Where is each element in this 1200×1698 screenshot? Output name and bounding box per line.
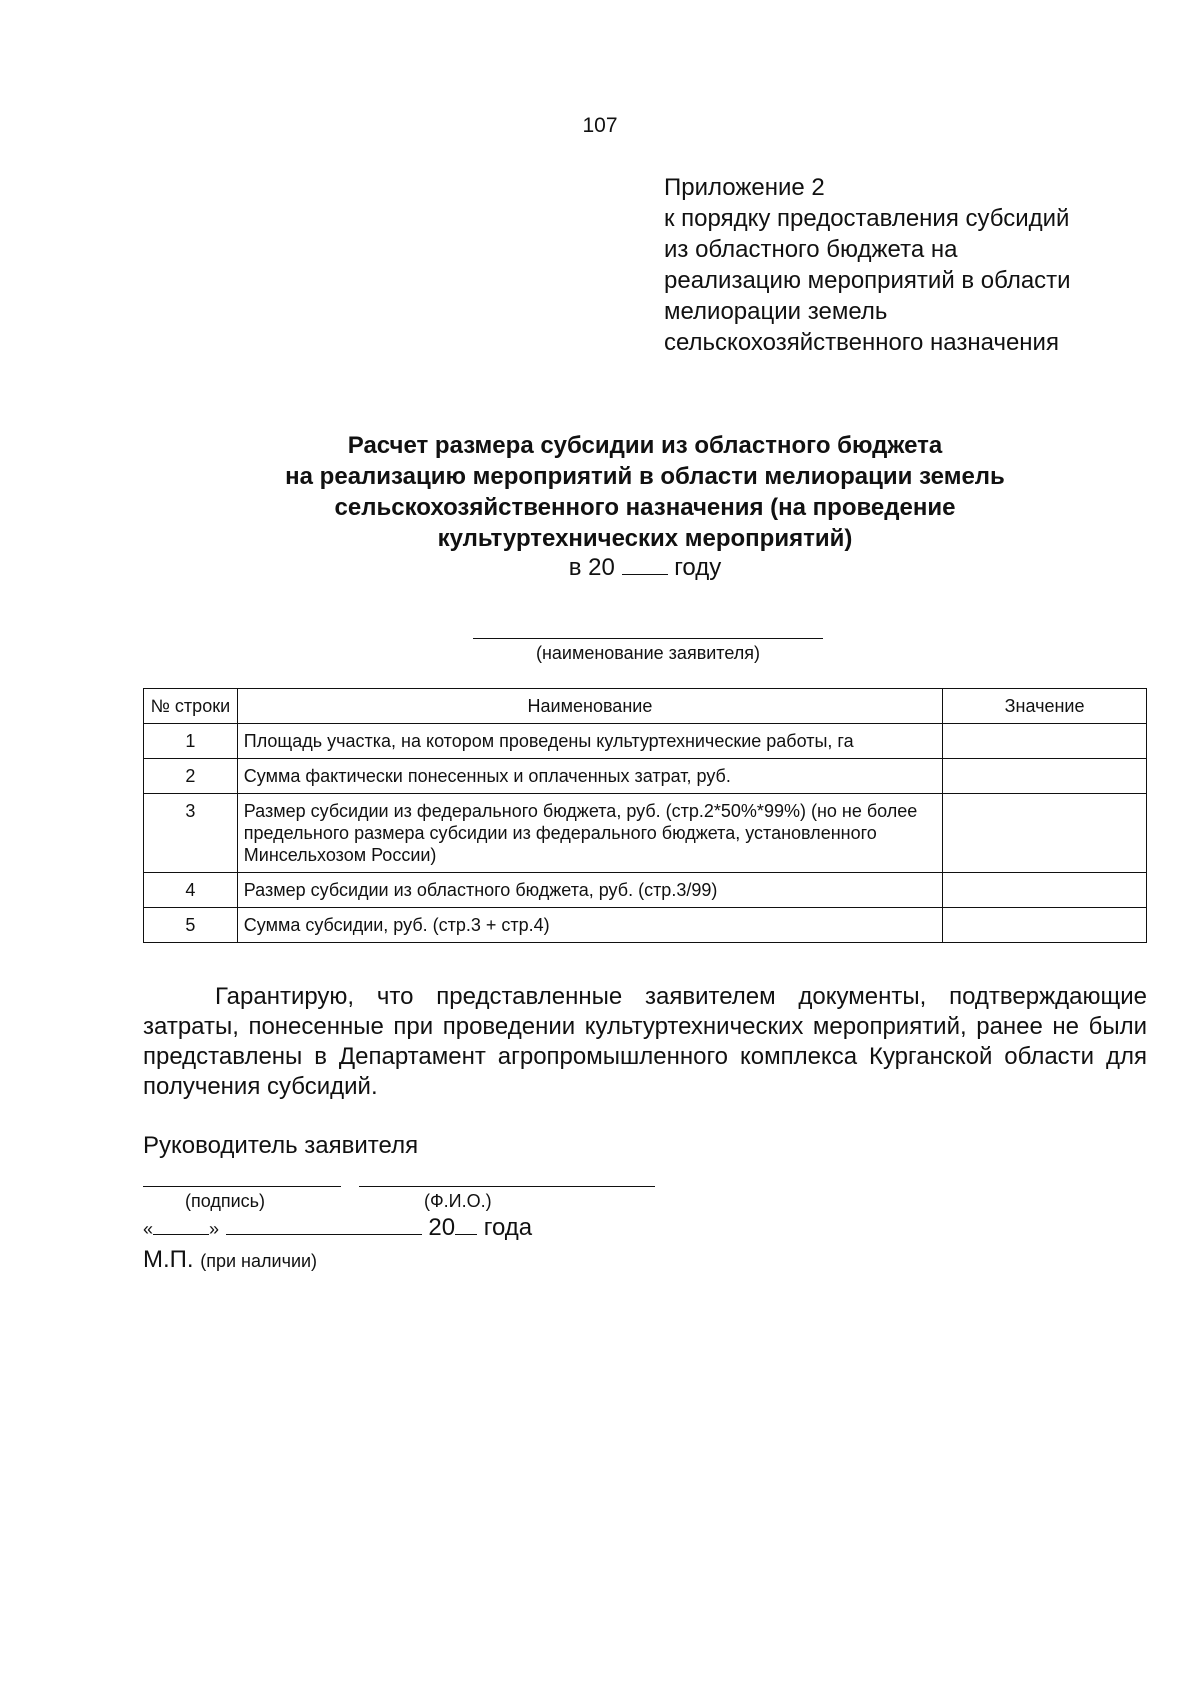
row-value-cell[interactable] [943, 873, 1147, 908]
row-name: Площадь участка, на котором проведены культуртехнические работы, га [237, 724, 942, 759]
appendix-line: Приложение 2 [664, 174, 825, 201]
row-number: 1 [144, 724, 238, 759]
row-number: 4 [144, 873, 238, 908]
row-name: Размер субсидии из федерального бюджета, руб. (стр.2*50%*99%) (но не более предельного размера субсидии из федерального бюджета, установленного Минсельхозом России) [237, 794, 942, 873]
document-title [120, 430, 1170, 554]
applicant-name-line[interactable] [473, 638, 823, 639]
page-number: 107 [582, 114, 618, 137]
stamp-label: М.П. [143, 1246, 194, 1273]
table-header-row [144, 689, 1147, 724]
table-row [144, 759, 1147, 794]
calculation-table [143, 688, 1147, 943]
full-name-line[interactable] [359, 1186, 655, 1187]
row-number: 5 [144, 908, 238, 943]
day-blank[interactable] [153, 1214, 209, 1235]
row-value-cell[interactable] [943, 794, 1147, 873]
table-row [144, 724, 1147, 759]
date-open-quote: « [143, 1219, 154, 1239]
row-name: Сумма субсидии, руб. (стр.3 + стр.4) [237, 908, 942, 943]
table-row [144, 873, 1147, 908]
appendix-line: к порядку предоставления субсидий [664, 205, 1070, 232]
year-blank[interactable] [622, 554, 668, 575]
year-line [0, 554, 1200, 582]
stamp-note: (при наличии) [200, 1251, 318, 1271]
appendix-block [664, 172, 1184, 358]
head-of-applicant-label: Руководитель заявителя [143, 1132, 419, 1159]
header-name: Наименование [237, 689, 942, 724]
month-blank[interactable] [226, 1214, 422, 1235]
table-row [144, 794, 1147, 873]
appendix-line: мелиорации земель [664, 298, 888, 325]
row-name: Сумма фактически понесенных и оплаченных затрат, руб. [237, 759, 942, 794]
date-year-suffix: года [483, 1214, 533, 1241]
row-value-cell[interactable] [943, 908, 1147, 943]
row-number: 3 [144, 794, 238, 873]
appendix-line: сельскохозяйственного назначения [664, 329, 1059, 356]
appendix-line: реализацию мероприятий в области [664, 267, 1071, 294]
header-row-number: № строки [144, 689, 238, 724]
row-value-cell[interactable] [943, 724, 1147, 759]
row-name: Размер субсидии из областного бюджета, руб. (стр.3/99) [237, 873, 942, 908]
title-line: на реализацию мероприятий в области мелиорации земель [285, 463, 1005, 490]
applicant-caption: (наименование заявителя) [535, 643, 761, 663]
date-close-quote: » [209, 1219, 220, 1239]
stamp-row [143, 1246, 317, 1274]
row-value-cell[interactable] [943, 759, 1147, 794]
full-name-caption: (Ф.И.О.) [424, 1191, 492, 1211]
title-line: сельскохозяйственного назначения (на проведение [334, 494, 956, 521]
date-row [143, 1214, 532, 1242]
header-value: Значение [943, 689, 1147, 724]
row-number: 2 [144, 759, 238, 794]
date-year-prefix: 20 [428, 1214, 456, 1241]
title-line: культуртехнических мероприятий) [437, 525, 853, 552]
title-line: Расчет размера субсидии из областного бюджета [347, 432, 943, 459]
signature-caption: (подпись) [185, 1191, 266, 1211]
appendix-line: из областного бюджета на [664, 236, 958, 263]
guarantee-paragraph: Гарантирую, что представленные заявителем документы, подтверждающие затраты, понесенные при проведении культуртехнических мероприятий, ранее не были представлены в Департамент агропромышленного комплекса Курганской области для получения субсидий. [143, 983, 1147, 1100]
year-digits-blank[interactable] [455, 1214, 477, 1235]
table-row [144, 908, 1147, 943]
year-suffix: году [674, 554, 722, 581]
signature-line[interactable] [143, 1186, 341, 1187]
year-prefix: в 20 [568, 554, 615, 581]
